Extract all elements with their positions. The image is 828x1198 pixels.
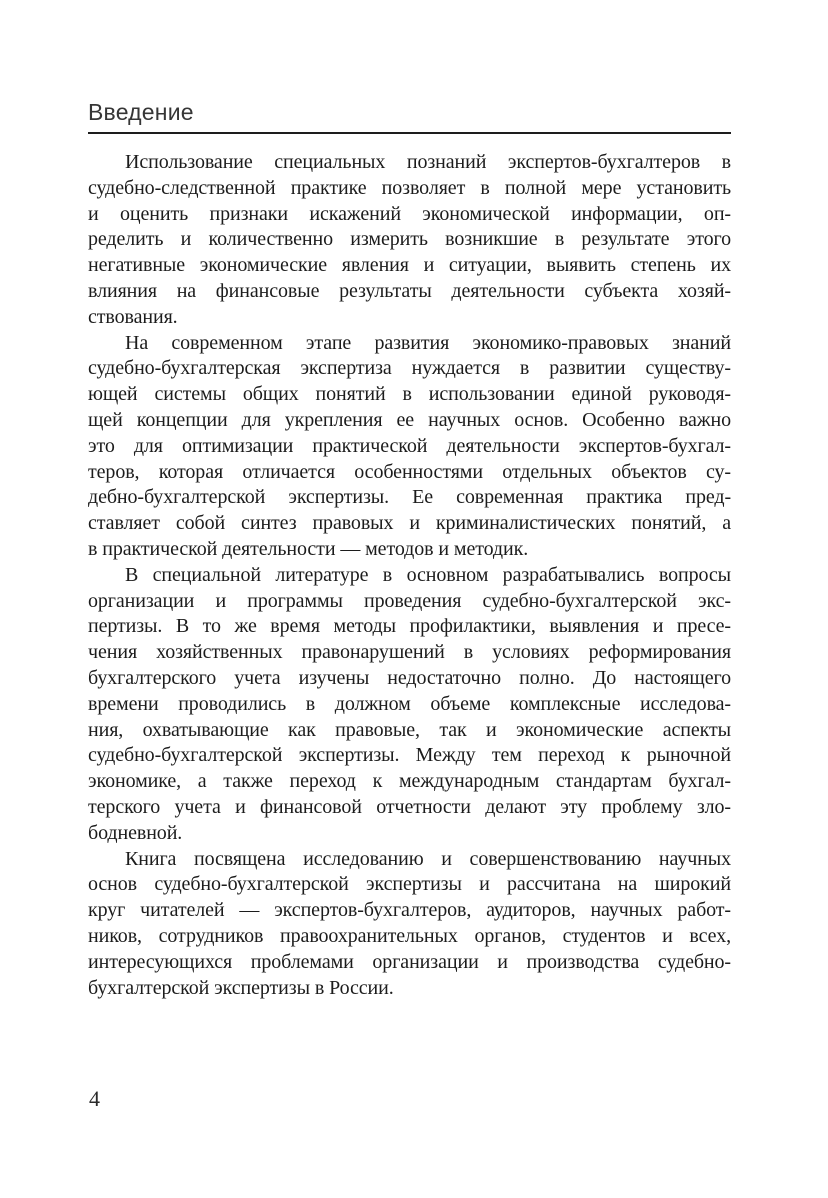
text-line: судебно-следственной практике позволяет в полной мере установить [88,176,731,199]
text-line: это для оптимизации практической деятельности экспертов-бухгал- [88,434,731,457]
text-line: Книга посвящена исследованию и совершенствованию научных [125,847,731,870]
paragraph [88,150,731,331]
text-line: дебно-бухгалтерской экспертизы. Ее современная практика пред- [88,486,731,509]
paragraph [88,331,731,563]
paragraph [88,563,731,847]
text-line: негативные экономические явления и ситуации, выявить степень их [88,254,731,277]
text-line: щей концепции для укрепления ее научных основ. Особенно важно [88,408,731,431]
text-line: ния, охватывающие как правовые, так и экономические аспекты [88,718,731,741]
text-line: ределить и количественно измерить возникшие в результате этого [88,228,731,251]
text-line: круг читателей — экспертов-бухгалтеров, аудиторов, научных работ- [88,899,731,922]
text-line: ющей системы общих понятий в использовании единой руководя- [88,383,731,406]
text-line: и оценить признаки искажений экономической информации, оп- [88,202,731,225]
text-line: бухгалтерской экспертизы в России. [88,976,394,999]
text-line: На современном этапе развития экономико-правовых знаний [125,331,731,354]
text-line: организации и программы проведения судебно-бухгалтерской экс- [88,589,731,612]
text-line: бухгалтерского учета изучены недостаточно полно. До настоящего [88,666,731,689]
header-rule [88,132,731,134]
text-line: терского учета и финансовой отчетности делают эту проблему зло- [88,795,731,818]
text-line: судебно-бухгалтерской экспертизы. Между тем переход к рыночной [88,744,731,767]
text-line: ников, сотрудников правоохранительных органов, студентов и всех, [88,924,731,947]
paragraph [88,847,731,1002]
text-line: ствования. [88,305,178,328]
text-line: интересующихся проблемами организации и производства судебно- [88,950,731,973]
text-line: времени проводились в должном объеме комплексные исследова- [88,692,731,715]
text-line: Использование специальных познаний экспертов-бухгалтеров в [125,151,731,173]
text-line: судебно-бухгалтерская экспертиза нуждается в развитии существу- [88,357,731,380]
text-line: основ судебно-бухгалтерской экспертизы и рассчитана на широкий [88,873,731,896]
text-line: чения хозяйственных правонарушений в условиях реформирования [88,641,731,664]
text-line: экономике, а также переход к международным стандартам бухгал- [88,770,731,793]
text-line: бодневной. [88,821,183,844]
section-heading: Введение [88,99,194,125]
text-line: В специальной литературе в основном разрабатывались вопросы [125,563,731,586]
page-number: 4 [89,1086,100,1111]
text-line: влияния на финансовые результаты деятельности субъекта хозяй- [88,279,731,302]
text-line: ставляет собой синтез правовых и криминалистических понятий, а [88,512,731,535]
text-line: пертизы. В то же время методы профилактики, выявления и пресе- [88,615,731,638]
body-text [88,150,731,1001]
text-line: в практической деятельности — методов и методик. [88,537,529,560]
text-line: теров, которая отличается особенностями отдельных объектов су- [88,460,731,483]
